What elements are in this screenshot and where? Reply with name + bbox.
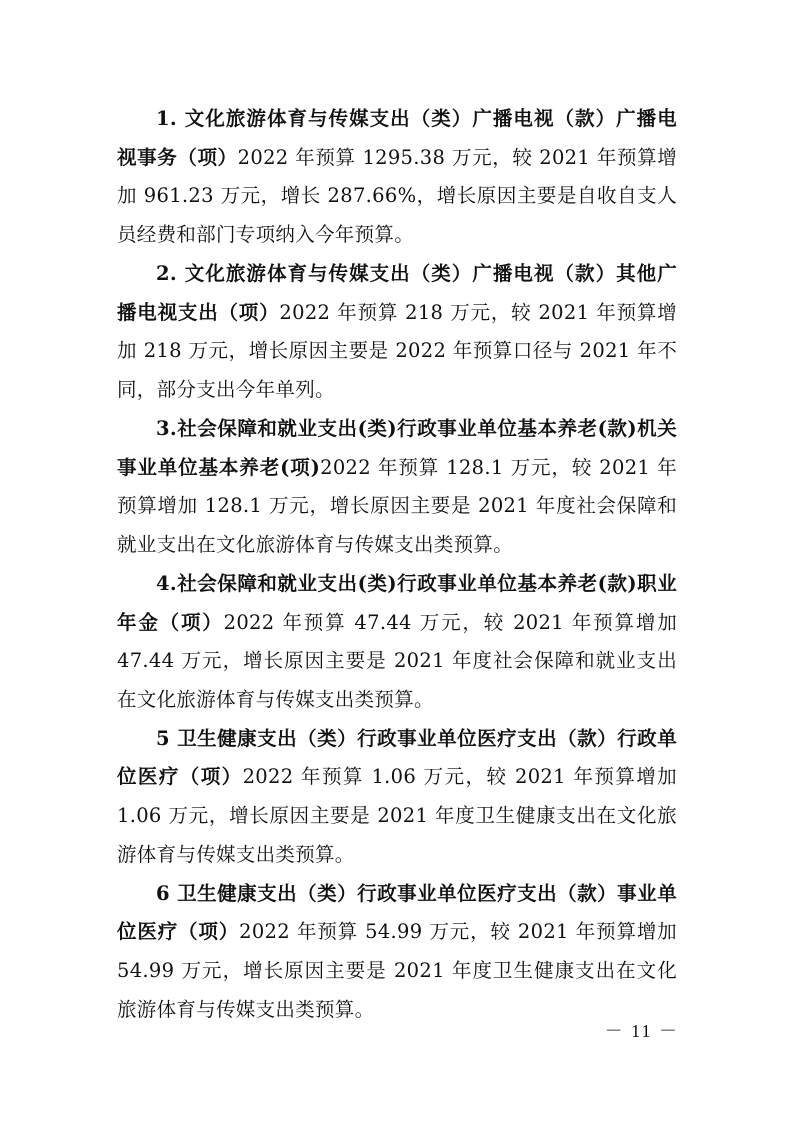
item-description: 2022 年预算 128.1 万元，较 2021 年预算增加 128.1 万元，增长原因主要是 2021 年度社会保障和就业支出在文化旅游体育与传媒支出类预算。 [117,455,677,556]
item-description: 2022 年预算 1295.38 万元，较 2021 年预算增加 961.23 万元，增长 287.66%，增长原因主要是自收自支人员经费和部门专项纳入今年预算。 [117,145,677,246]
item-description: 2022 年预算 218 万元，较 2021 年预算增加 218 万元，增长原因主要是 2022 年预算口径与 2021 年不同，部分支出今年单列。 [117,300,677,401]
budget-item-paragraph [117,875,677,1029]
document-body [117,100,677,1029]
budget-item-paragraph [117,410,677,564]
item-heading: 2. 文化旅游体育与传媒支出（类）广播电视（款）其他广播电视支出（项） [117,261,677,324]
budget-item-paragraph [117,720,677,874]
budget-item-paragraph [117,565,677,719]
item-heading: 3.社会保障和就业支出(类)行政事业单位基本养老(款)机关事业单位基本养老(项) [117,416,677,479]
item-heading: 1. 文化旅游体育与传媒支出（类）广播电视（款）广播电视事务（项） [117,107,677,169]
budget-item-paragraph [117,255,677,409]
item-description: 2022 年预算 54.99 万元，较 2021 年预算增加 54.99 万元，增长原因主要是 2021 年度卫生健康支出在文化旅游体育与传媒支出类预算。 [117,920,677,1021]
page-number: － 11 － [604,1021,679,1041]
item-description: 2022 年预算 47.44 万元，较 2021 年预算增加 47.44 万元，增长原因主要是 2021 年度社会保障和就业支出在文化旅游体育与传媒支出类预算。 [117,610,677,711]
budget-item-paragraph [117,100,677,254]
item-description: 2022 年预算 1.06 万元，较 2021 年预算增加 1.06 万元，增长原因主要是 2021 年度卫生健康支出在文化旅游体育与传媒支出类预算。 [117,765,677,866]
item-heading: 5 卫生健康支出（类）行政事业单位医疗支出（款）行政单位医疗（项） [117,726,677,789]
item-heading: 4.社会保障和就业支出(类)行政事业单位基本养老(款)职业年金（项） [117,571,677,634]
item-heading: 6 卫生健康支出（类）行政事业单位医疗支出（款）事业单位医疗（项） [117,881,677,944]
